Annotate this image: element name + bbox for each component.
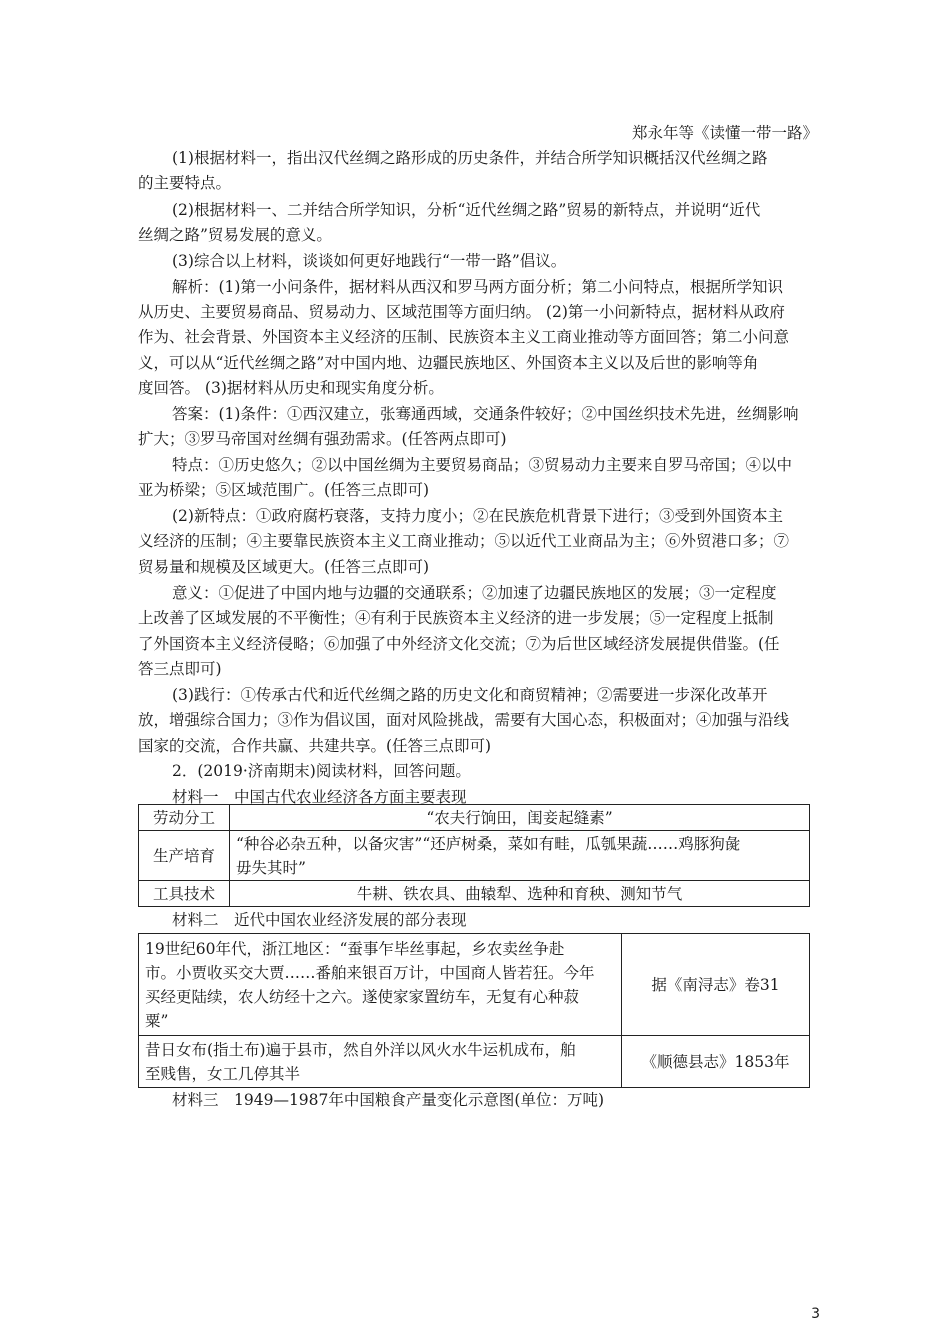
answer-text: 义经济的压制；④主要靠民族资本主义工商业推动；⑤以近代工业商品为主；⑥外贸港口多；⑦ (138, 532, 790, 550)
answer-text: 了外国资本主义经济侵略；⑥加强了中外经济文化交流；⑦为后世区域经济发展提供借鉴。(任 (138, 635, 780, 653)
answer-text: 意义：①促进了中国内地与边疆的交通联系；②加速了边疆民族地区的发展；③一定程度 (172, 584, 777, 602)
content-line: 毋失其时” (236, 858, 306, 877)
answer-text: (2)新特点：①政府腐朽衰落，支持力度小；②在民族危机背景下进行；③受到外国资本主 (172, 507, 783, 525)
answer-text: 答案：(1)条件：①西汉建立，张骞通西域，交通条件较好；②中国丝织技术先进，丝绸影响 (172, 405, 799, 423)
answer-text: 扩大；③罗马帝国对丝绸有强劲需求。(任答两点即可) (138, 430, 507, 448)
row-source: 据《南浔志》卷31 (622, 934, 810, 1036)
question-text: (3)综合以上材料，谈谈如何更好地践行“一带一路”倡议。 (172, 252, 567, 270)
question-text: 丝绸之路”贸易发展的意义。 (138, 226, 332, 244)
material-2-title: 材料二 近代中国农业经济发展的部分表现 (172, 911, 467, 929)
answer-text: (3)践行：①传承古代和近代丝绸之路的历史文化和商贸精神；②需要进一步深化改革开 (172, 686, 768, 704)
material-2-table (138, 933, 810, 1088)
material-3-title: 材料三 1949—1987年中国粮食产量变化示意图(单位：万吨) (172, 1091, 604, 1109)
answer-text: 国家的交流，合作共赢、共建共享。(任答三点即可) (138, 737, 492, 755)
answer-text: 答三点即可) (138, 660, 222, 678)
row-label: 生产培育 (139, 831, 230, 881)
analysis-text: 义，可以从“近代丝绸之路”对中国内地、边疆民族地区、外国资本主义以及后世的影响等角 (138, 354, 759, 372)
table-row (139, 934, 810, 1036)
row-label: 劳动分工 (139, 805, 230, 831)
page-number: 3 (811, 1306, 820, 1322)
analysis-text: 解析：(1)第一小问条件，据材料从西汉和罗马两方面分析；第二小问特点，根据所学知识 (172, 278, 783, 296)
row-content: “农夫行饷田，闺妾起缝素” (230, 805, 810, 831)
analysis-text: 度回答。 (3)据材料从历史和现实角度分析。 (138, 379, 444, 397)
row-content: 牛耕、铁农具、曲辕犁、选种和育秧、测知节气 (230, 881, 810, 907)
content-line: 买经更陆续，农人纺经十之六。遂使家家置纺车，无复有心种菽 (145, 987, 580, 1006)
row-content (139, 934, 622, 1036)
question-text: (2)根据材料一、二并结合所学知识，分析“近代丝绸之路”贸易的新特点，并说明“近代 (172, 201, 761, 219)
row-source: 《顺德县志》1853年 (622, 1036, 810, 1088)
row-label: 工具技术 (139, 881, 230, 907)
content-line: 市。小贾收买交大贾……番舶来银百万计，中国商人皆若狂。今年 (145, 963, 595, 982)
content-line: 粟” (145, 1011, 169, 1030)
table-row (139, 881, 810, 907)
answer-text: 上改善了区域发展的不平衡性；④有利于民族资本主义经济的进一步发展；⑤一定程度上抵制 (138, 609, 774, 627)
source-citation: 郑永年等《读懂一带一路》 (631, 124, 818, 142)
content-line: 至贱售，女工几停其半 (145, 1064, 301, 1083)
analysis-text: 作为、社会背景、外国资本主义经济的压制、民族资本主义工商业推动等方面回答；第二小问意 (138, 328, 790, 346)
answer-text: 贸易量和规模及区域更大。(任答三点即可) (138, 558, 430, 576)
material-1-title: 材料一 中国古代农业经济各方面主要表现 (172, 788, 467, 806)
analysis-text: 从历史、主要贸易商品、贸易动力、区域范围等方面归纳。 (2)第一小问新特点，据材料从政府 (138, 303, 785, 321)
table-row (139, 805, 810, 831)
question-2-stem: 2．(2019·济南期末)阅读材料，回答问题。 (172, 762, 471, 780)
content-line: “种谷必杂五种，以备灾害”“还庐树桑，菜如有畦，瓜瓠果蔬……鸡豚狗彘 (236, 834, 741, 853)
question-text: 的主要特点。 (138, 174, 232, 192)
table-row (139, 831, 810, 881)
content-line: 19世纪60年代，浙江地区：“蚕事乍毕丝事起，乡农卖丝争赴 (145, 939, 565, 958)
question-text: (1)根据材料一，指出汉代丝绸之路形成的历史条件，并结合所学知识概括汉代丝绸之路 (172, 149, 768, 167)
answer-text: 亚为桥梁；⑤区域范围广。(任答三点即可) (138, 481, 430, 499)
table-row (139, 1036, 810, 1088)
row-content (139, 1036, 622, 1088)
content-line: 昔日女布(指土布)遍于县市，然自外洋以风火水牛运机成布，舶 (145, 1040, 576, 1059)
row-content (230, 831, 810, 881)
material-1-table (138, 804, 810, 907)
answer-text: 特点：①历史悠久；②以中国丝绸为主要贸易商品；③贸易动力主要来自罗马帝国；④以中 (172, 456, 793, 474)
answer-text: 放，增强综合国力；③作为倡议国，面对风险挑战，需要有大国心态，积极面对；④加强与沿线 (138, 711, 790, 729)
